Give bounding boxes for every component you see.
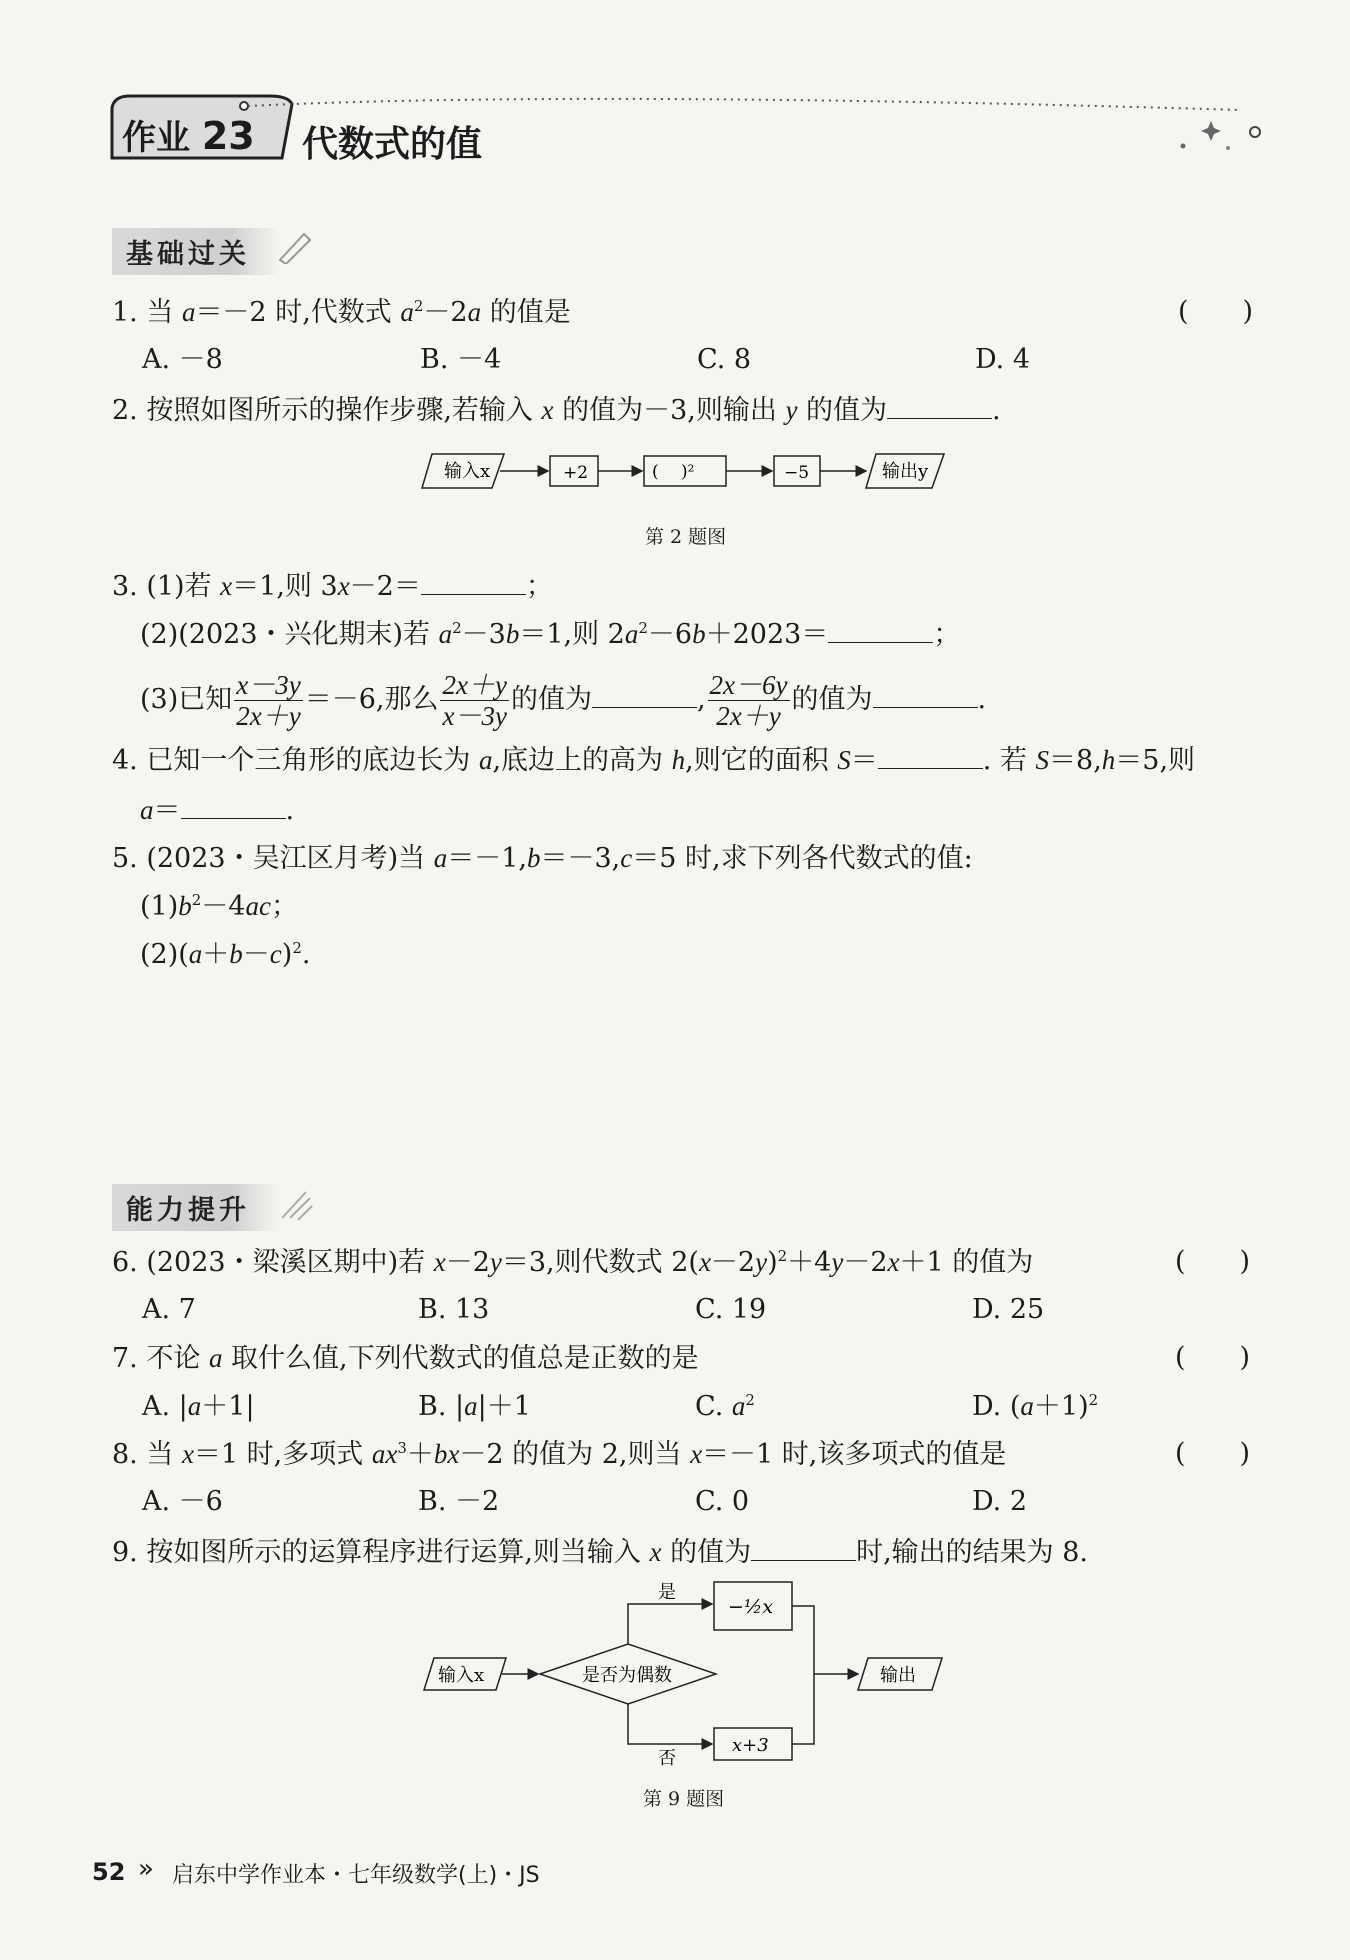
q5-part2: $(2)(a+b-c)^2$. xyxy=(140,939,311,970)
header-label: 作业 23 xyxy=(122,114,255,158)
q8-stem: 8. 当 x＝1 时,多项式 $ax^3+bx-2$ 的值为 2,则当 x＝－1 时,该多项式的值是 xyxy=(112,1439,1007,1470)
footer-book-title: 启东中学作业本・七年级数学(上)・JS xyxy=(172,1863,540,1888)
q9-flow-yes: 是 xyxy=(658,1582,676,1603)
q4-line2: a＝ . xyxy=(140,790,294,831)
q2-caption: 第 2 题图 xyxy=(645,526,727,548)
q9-flow-decision: 是否为偶数 xyxy=(582,1665,672,1686)
q2-flow-step2: ( )² xyxy=(652,462,695,482)
sparkle-icon xyxy=(276,1184,316,1224)
q3-fraction-2: $\frac{2x+y}{x-3y}$ xyxy=(442,670,507,731)
q9-stem: 9. 按如图所示的运算程序进行运算,则当输入 x 的值为 时,输出的结果为 8. xyxy=(112,1532,1088,1573)
q3-blank-2[interactable] xyxy=(828,614,933,643)
q3-fraction-1: $\frac{x-3y}{2x+y}$ xyxy=(236,670,301,731)
q6-option-b: B. 13 xyxy=(418,1294,490,1325)
q9-flowchart xyxy=(420,1578,950,1768)
header-decoration xyxy=(100,88,1280,168)
q9-flow-output: 输出 xyxy=(880,1665,916,1686)
q8-answer-paren: ( ) xyxy=(1175,1438,1251,1469)
q1-option-d: D. 4 xyxy=(975,344,1031,375)
q2-flow-step3: −5 xyxy=(784,463,810,483)
q4-blank-2[interactable] xyxy=(181,790,286,819)
q5-part1: $(1)b^2-4ac$； xyxy=(140,891,298,922)
q1-option-c: C. 8 xyxy=(697,344,752,375)
header-number: 23 xyxy=(201,114,255,158)
q7-option-b: B. |a|＋1 xyxy=(418,1391,531,1422)
q3-part1: 3. (1)若 x＝1,则 3x－2＝ ； xyxy=(112,566,553,607)
pencil-icon xyxy=(276,228,312,264)
q1-stem: 1. 当 a＝－2 时,代数式 $a^2-2a$ 的值是 xyxy=(112,297,571,328)
q3-part2: (2)(2023・兴化期末)若 $a^2-3b=1$,则 $2a^2-6b+2023=$ ； xyxy=(140,614,960,655)
q7-stem: 7. 不论 a 取什么值,下列代数式的值总是正数的是 xyxy=(112,1343,699,1374)
page-title: 代数式的值 xyxy=(302,124,483,165)
q8-option-b: B. －2 xyxy=(418,1486,500,1517)
q2-flow-output: 输出y xyxy=(882,461,929,482)
q3-part3: (3)已知 $\frac{x-3y}{2x+y}$ ＝－6,那么 $\frac{2x+y}{x-3y}$ 的值为 , $\frac{2x-6y}{2x+y}$ 的值为 . xyxy=(140,670,987,731)
q4-blank-1[interactable] xyxy=(878,740,983,769)
q3-fraction-3: $\frac{2x-6y}{2x+y}$ xyxy=(709,670,788,731)
footer-arrow-icon: » xyxy=(138,1854,154,1884)
q6-option-c: C. 19 xyxy=(695,1294,767,1325)
q6-option-d: D. 25 xyxy=(972,1294,1045,1325)
q9-flow-input: 输入x xyxy=(438,1665,485,1686)
q2-blank[interactable] xyxy=(887,390,992,419)
q2-flowchart xyxy=(420,450,950,494)
q3-blank-1[interactable] xyxy=(421,566,526,595)
q9-flow-op-no: x+3 xyxy=(732,1735,769,1756)
q2-flow-step1: +2 xyxy=(563,463,589,483)
q9-caption: 第 9 题图 xyxy=(643,1788,725,1810)
q6-option-a: A. 7 xyxy=(142,1294,196,1325)
q3-blank-3[interactable] xyxy=(592,679,697,708)
q9-blank[interactable] xyxy=(751,1532,856,1561)
q9-flow-op-yes: −½x xyxy=(728,1596,774,1618)
q1-option-b: B. －4 xyxy=(420,344,502,375)
q2-flow-input: 输入x xyxy=(444,461,491,482)
q2-stem: 2. 按照如图所示的操作步骤,若输入 x 的值为－3,则输出 y 的值为 . xyxy=(112,390,1001,431)
q8-option-a: A. －6 xyxy=(142,1486,223,1517)
q3-blank-4[interactable] xyxy=(873,679,978,708)
q7-answer-paren: ( ) xyxy=(1175,1342,1251,1373)
q6-stem: 6. (2023・梁溪区期中)若 x－2y＝3,则代数式 $2(x-2y)^2+4y-2x+1$ 的值为 xyxy=(112,1247,1034,1278)
q4-line1: 4. 已知一个三角形的底边长为 a,底边上的高为 h,则它的面积 S＝ . 若 S＝8,h＝5,则 xyxy=(112,740,1195,781)
q7-option-a: A. |a＋1| xyxy=(142,1391,255,1422)
q6-answer-paren: ( ) xyxy=(1175,1246,1251,1277)
q8-option-c: C. 0 xyxy=(695,1486,750,1517)
q1-option-a: A. －8 xyxy=(142,344,223,375)
q8-option-d: D. 2 xyxy=(972,1486,1028,1517)
section-basic: 基础过关 xyxy=(112,228,280,275)
q9-flow-no: 否 xyxy=(658,1748,676,1768)
q7-option-c: C. $a^2$ xyxy=(695,1391,755,1422)
q5-stem: 5. (2023・吴江区月考)当 a＝－1,b＝－3,c＝5 时,求下列各代数式的值: xyxy=(112,843,973,874)
page-number: 52 xyxy=(92,1858,126,1886)
q7-option-d: D. $(a+1)^2$ xyxy=(972,1391,1099,1422)
section-advanced: 能力提升 xyxy=(112,1184,280,1231)
q1-answer-paren: ( ) xyxy=(1178,296,1254,327)
